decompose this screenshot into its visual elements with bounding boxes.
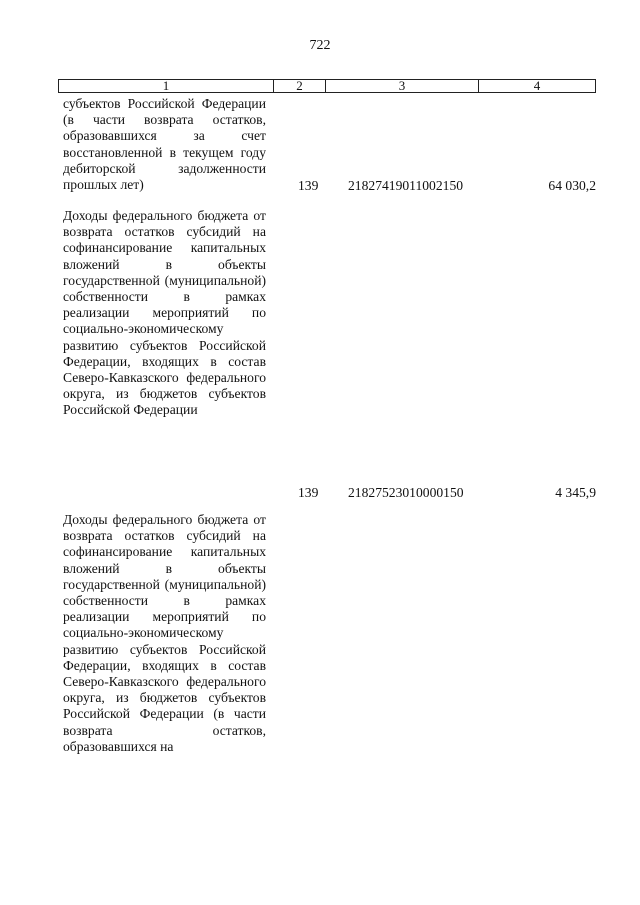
- row-kbk-code: 21827523010000150: [348, 485, 464, 500]
- page-number: 722: [309, 38, 331, 53]
- row-description: Доходы федерального бюджета от возврата остатков субсидий на софинансирование капитальных вложений в объекты государственной (муниципальной) собственности в рамках реализации мероприятий по социально-экономическому развитию субъектов Российской Федерации, входящих в состав Северо-Кавказского федерального округа, из бюджетов субъектов Российской Федерации (в части возврата остатков, образовавшихся на: [63, 512, 266, 754]
- header-col-1: 1: [59, 80, 274, 92]
- header-col-2: 2: [274, 80, 326, 92]
- row-description: субъектов Российской Федерации (в части возврата остатков, образовавшихся за счет восстановленной в текущем году дебиторской задолженности прошлых лет): [63, 96, 266, 193]
- header-col-4: 4: [533, 78, 541, 93]
- row-amount: 64 030,2: [548, 178, 596, 193]
- row-description: Доходы федерального бюджета от возврата остатков субсидий на софинансирование капитальных вложений в объекты государственной (муниципальной) собственности в рамках реализации мероприятий по социально-экономическому развитию субъектов Российской Федерации, входящих в состав Северо-Кавказского федерального округа, из бюджетов субъектов Российской Федерации: [63, 208, 266, 418]
- row-admin-code: 139: [298, 178, 319, 193]
- header-col-3: 3: [326, 80, 479, 92]
- row-admin-code: 139: [298, 485, 319, 500]
- row-kbk-code: 21827419011002150: [348, 178, 464, 193]
- table-header: [58, 79, 596, 93]
- row-amount: 4 345,9: [555, 485, 596, 500]
